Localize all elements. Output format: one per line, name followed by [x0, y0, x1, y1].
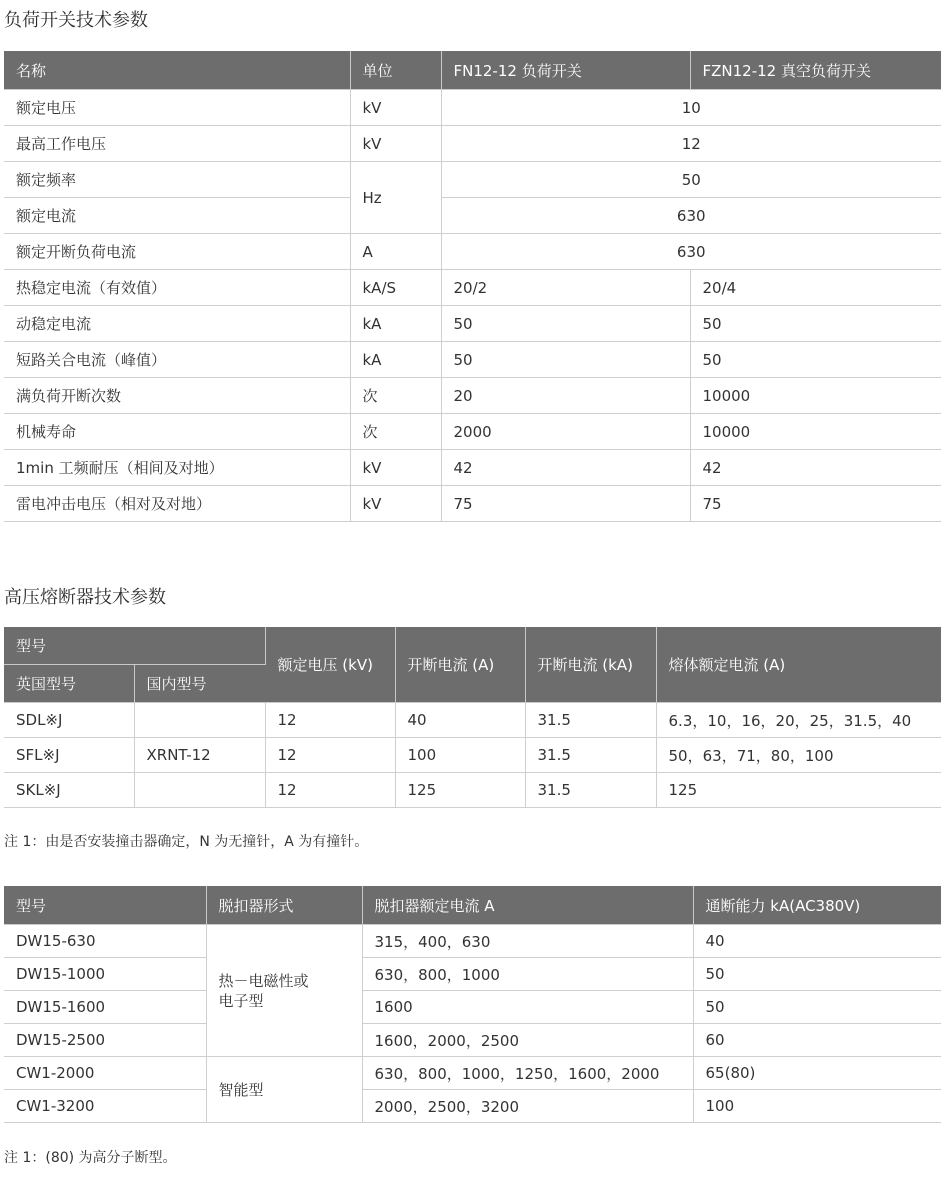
fn12-value: 20/2	[441, 270, 690, 306]
param-name: 额定电压	[4, 90, 350, 126]
melt-current: 125	[656, 773, 941, 808]
param-name: 动稳定电流	[4, 306, 350, 342]
fn12-value: 50	[441, 342, 690, 378]
col-header-breaking-capacity: 通断能力 kA(AC380V)	[693, 886, 941, 925]
table-row	[4, 450, 941, 486]
table-row	[4, 1090, 941, 1123]
breaker-model: DW15-2500	[4, 1024, 206, 1057]
fuse-table	[4, 627, 941, 808]
param-name: 短路关合电流（峰值）	[4, 342, 350, 378]
table-row	[4, 270, 941, 306]
cn-model	[134, 703, 265, 738]
load-switch-table	[4, 51, 941, 522]
breaking-capacity: 40	[693, 925, 941, 958]
col-header-breaking-current-a: 开断电流 (A)	[395, 627, 525, 703]
release-type: 热－电磁性或 电子型	[206, 925, 362, 1057]
param-value: 10	[441, 90, 941, 126]
table-row	[4, 234, 941, 270]
table-row	[4, 90, 941, 126]
fn12-value: 2000	[441, 414, 690, 450]
table-row	[4, 414, 941, 450]
table-row	[4, 126, 941, 162]
breaking-current-a: 40	[395, 703, 525, 738]
table-row	[4, 342, 941, 378]
fzn12-value: 10000	[690, 378, 941, 414]
uk-model: SKL※J	[4, 773, 134, 808]
uk-model: SFL※J	[4, 738, 134, 773]
breaking-capacity: 60	[693, 1024, 941, 1057]
param-value: 630	[441, 234, 941, 270]
param-name: 热稳定电流（有效值）	[4, 270, 350, 306]
release-current: 1600	[362, 991, 693, 1024]
col-header-model: 型号	[4, 886, 206, 925]
release-current: 1600，2000，2500	[362, 1024, 693, 1057]
col-header-release-current: 脱扣器额定电流 A	[362, 886, 693, 925]
table-row	[4, 925, 941, 958]
breaking-capacity: 50	[693, 958, 941, 991]
param-name: 雷电冲击电压（相对及对地）	[4, 486, 350, 522]
table-row	[4, 306, 941, 342]
param-unit: kV	[350, 126, 441, 162]
breaking-current-ka: 31.5	[525, 738, 656, 773]
param-unit: 次	[350, 414, 441, 450]
param-value: 50	[441, 162, 941, 198]
param-unit: kV	[350, 90, 441, 126]
param-name: 最高工作电压	[4, 126, 350, 162]
cn-model: XRNT-12	[134, 738, 265, 773]
fn12-value: 75	[441, 486, 690, 522]
fn12-value: 50	[441, 306, 690, 342]
breaker-table	[4, 886, 941, 1123]
param-name: 额定频率	[4, 162, 350, 198]
breaker-model: DW15-630	[4, 925, 206, 958]
release-current: 2000，2500，3200	[362, 1090, 693, 1123]
table-header-row	[4, 886, 941, 925]
table-row	[4, 162, 941, 198]
table-row	[4, 991, 941, 1024]
breaker-note: 注 1：(80) 为高分子断型。	[4, 1150, 177, 1166]
param-unit: kA	[350, 342, 441, 378]
col-header-uk-model: 英国型号	[4, 665, 134, 703]
table-row	[4, 378, 941, 414]
col-header-fzn12: FZN12-12 真空负荷开关	[690, 51, 941, 90]
col-header-unit: 单位	[350, 51, 441, 90]
breaking-capacity: 100	[693, 1090, 941, 1123]
col-header-cn-model: 国内型号	[134, 665, 265, 703]
param-unit: kV	[350, 450, 441, 486]
breaking-capacity: 50	[693, 991, 941, 1024]
table-header-row	[4, 627, 941, 665]
col-header-name: 名称	[4, 51, 350, 90]
fuse-note: 注 1：由是否安装撞击器确定，N 为无撞针，A 为有撞针。	[4, 834, 369, 850]
breaking-current-a: 125	[395, 773, 525, 808]
param-unit: Hz	[350, 162, 441, 234]
melt-current: 6.3，10，16，20，25，31.5，40	[656, 703, 941, 738]
table-row	[4, 958, 941, 991]
param-unit: kV	[350, 486, 441, 522]
param-unit: A	[350, 234, 441, 270]
table-row	[4, 198, 941, 234]
table-header-row	[4, 51, 941, 90]
table-row	[4, 1024, 941, 1057]
breaker-model: CW1-3200	[4, 1090, 206, 1123]
param-unit: kA	[350, 306, 441, 342]
param-value: 12	[441, 126, 941, 162]
table-row	[4, 1057, 941, 1090]
col-header-model: 型号	[4, 627, 265, 665]
release-current: 315，400，630	[362, 925, 693, 958]
breaking-current-ka: 31.5	[525, 703, 656, 738]
fzn12-value: 50	[690, 342, 941, 378]
rated-voltage: 12	[265, 738, 395, 773]
breaking-current-a: 100	[395, 738, 525, 773]
fzn12-value: 75	[690, 486, 941, 522]
param-name: 额定电流	[4, 198, 350, 234]
fzn12-value: 50	[690, 306, 941, 342]
load-switch-title: 负荷开关技术参数	[4, 10, 148, 31]
table-row	[4, 738, 941, 773]
release-current: 630，800，1000，1250，1600，2000	[362, 1057, 693, 1090]
cn-model	[134, 773, 265, 808]
fn12-value: 42	[441, 450, 690, 486]
rated-voltage: 12	[265, 773, 395, 808]
param-name: 满负荷开断次数	[4, 378, 350, 414]
fzn12-value: 42	[690, 450, 941, 486]
col-header-rated-voltage: 额定电压 (kV)	[265, 627, 395, 703]
release-type: 智能型	[206, 1057, 362, 1123]
rated-voltage: 12	[265, 703, 395, 738]
breaker-model: CW1-2000	[4, 1057, 206, 1090]
melt-current: 50，63，71，80，100	[656, 738, 941, 773]
fzn12-value: 20/4	[690, 270, 941, 306]
breaker-model: DW15-1000	[4, 958, 206, 991]
breaking-current-ka: 31.5	[525, 773, 656, 808]
param-name: 额定开断负荷电流	[4, 234, 350, 270]
table-row	[4, 486, 941, 522]
fuse-title: 高压熔断器技术参数	[4, 587, 166, 608]
param-name: 机械寿命	[4, 414, 350, 450]
param-value: 630	[441, 198, 941, 234]
release-current: 630，800，1000	[362, 958, 693, 991]
fzn12-value: 10000	[690, 414, 941, 450]
col-header-release-type: 脱扣器形式	[206, 886, 362, 925]
col-header-fn12: FN12-12 负荷开关	[441, 51, 690, 90]
table-row	[4, 703, 941, 738]
param-name: 1min 工频耐压（相间及对地）	[4, 450, 350, 486]
param-unit: 次	[350, 378, 441, 414]
breaking-capacity: 65(80)	[693, 1057, 941, 1090]
uk-model: SDL※J	[4, 703, 134, 738]
breaker-model: DW15-1600	[4, 991, 206, 1024]
fn12-value: 20	[441, 378, 690, 414]
col-header-melt-current: 熔体额定电流 (A)	[656, 627, 941, 703]
param-unit: kA/S	[350, 270, 441, 306]
col-header-breaking-current-ka: 开断电流 (kA)	[525, 627, 656, 703]
table-row	[4, 773, 941, 808]
